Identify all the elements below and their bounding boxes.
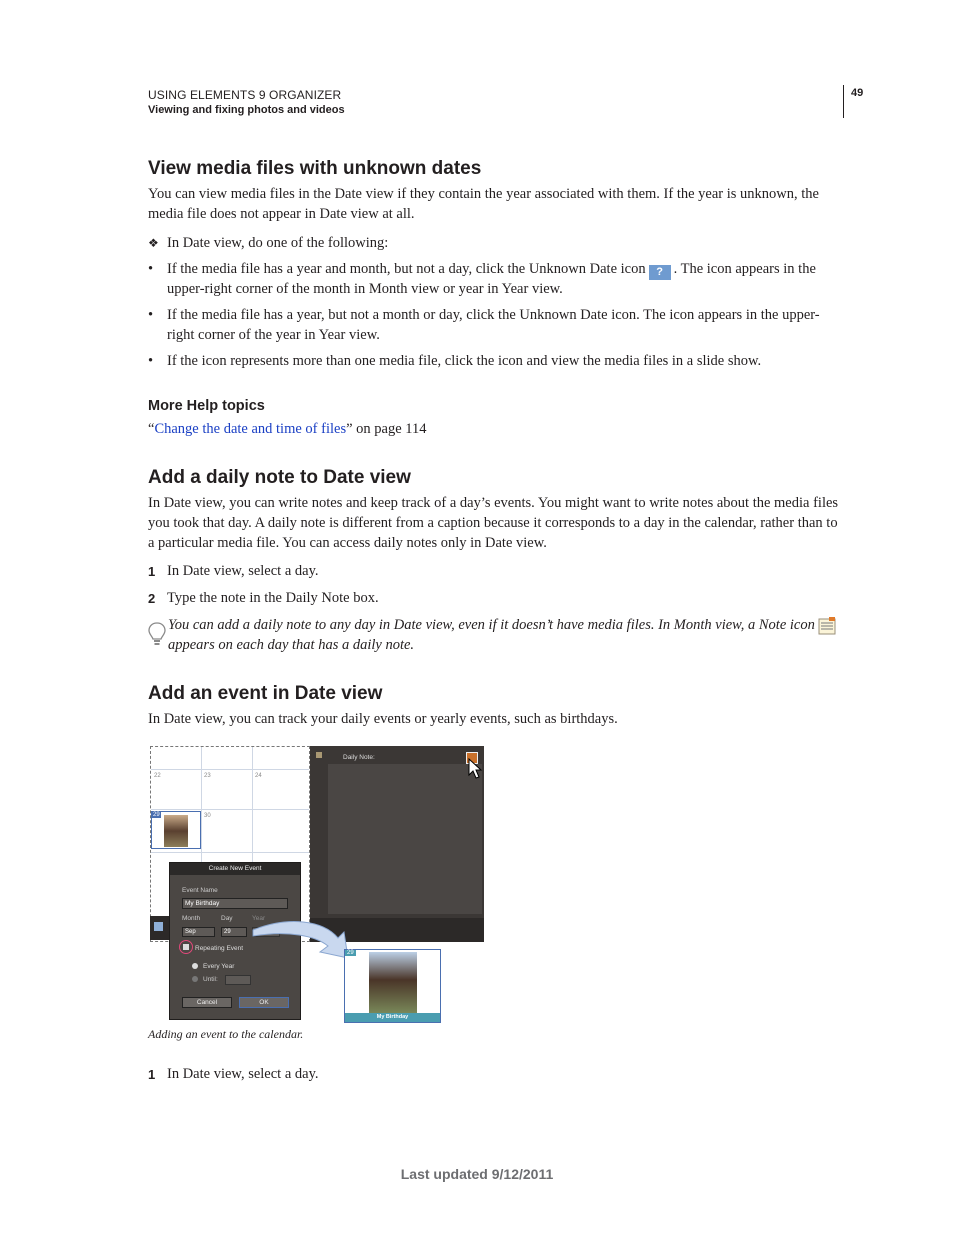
bullet-icon: • [148, 307, 154, 323]
arrow-icon [248, 916, 358, 964]
more-help-heading: More Help topics [148, 398, 265, 414]
bullet-icon: • [148, 261, 154, 277]
quote-open: “ [148, 421, 155, 437]
list-item [148, 260, 840, 300]
list-item-text-before: If the media file has a year and month, but not a day, click the Unknown Date icon [167, 261, 646, 277]
numbered-step [148, 589, 840, 609]
until-radio[interactable] [192, 976, 198, 982]
section-heading-daily-note: Add a daily note to Date view [148, 467, 411, 488]
list-item-text [167, 260, 840, 300]
list-item-text: If the media file has a year, but not a month or day, click the Unknown Date icon. The icon appears in the upper-right corner of the year in Year view. [167, 307, 820, 343]
step-text: In Date view, select a day. [167, 563, 319, 579]
calendar-day[interactable]: 22 [154, 773, 161, 779]
numbered-step [148, 562, 840, 582]
month-label: Month [182, 915, 201, 922]
step-instruction [148, 234, 840, 254]
birthday-photo[interactable] [369, 952, 417, 1014]
photo-thumbnail[interactable] [164, 815, 188, 847]
diamond-bullet-icon: ❖ [148, 236, 159, 250]
list-item [148, 352, 840, 372]
step-number: 2 [148, 591, 156, 606]
lightbulb-tip-icon [147, 621, 167, 649]
daily-note-box[interactable] [328, 764, 482, 914]
event-name-input[interactable]: My Birthday [182, 898, 288, 909]
event-name-label: Event Name [182, 887, 218, 894]
calendar-day[interactable]: 23 [204, 773, 211, 779]
step-number: 1 [148, 564, 156, 579]
list-item-text-after: . The icon appears in the upper-right corner of the month in Month view or year in Year view. [167, 261, 816, 297]
dialog-title: Create New Event [170, 863, 300, 875]
calendar-day: 29 [153, 812, 160, 818]
help-link-change-date[interactable]: Change the date and time of files [154, 421, 347, 437]
until-label: Until: [203, 976, 218, 983]
selected-day-cell[interactable] [151, 811, 201, 849]
paragraph-daily-note-intro: In Date view, you can write notes and keep track of a day’s events. You might want to write notes about the media files you took that day. A daily note is different from a caption because it corresponds to a day in the calendar, rather than to a particular media file. You can access daily notes only in Date view. [148, 495, 839, 551]
repeating-event-checkbox[interactable] [183, 944, 189, 950]
help-topic-line [148, 420, 840, 440]
day-select[interactable]: 29 [221, 927, 247, 937]
paragraph-add-event-intro: In Date view, you can track your daily events or yearly events, such as birthdays. [148, 711, 618, 727]
until-input[interactable] [225, 975, 251, 985]
day-label: Day [221, 915, 233, 922]
step-text: In Date view, select a day. [167, 1066, 319, 1082]
header-divider [843, 85, 844, 118]
figure-caption: Adding an event to the calendar. [148, 1027, 304, 1041]
unknown-date-icon: ? [649, 265, 671, 280]
step-text: In Date view, do one of the following: [167, 235, 389, 251]
running-header-title: USING ELEMENTS 9 ORGANIZER [148, 88, 342, 102]
every-year-radio[interactable] [192, 963, 198, 969]
ok-button[interactable]: OK [239, 997, 289, 1008]
step-number: 1 [148, 1067, 156, 1082]
calendar-day[interactable]: 24 [255, 773, 262, 779]
numbered-step [148, 1065, 840, 1085]
calendar-day[interactable]: 30 [204, 813, 211, 819]
add-event-screenshot [148, 744, 488, 1024]
birthday-caption: My Birthday [345, 1013, 440, 1022]
cancel-button[interactable]: Cancel [182, 997, 232, 1008]
month-select[interactable]: Sep [182, 927, 215, 937]
year-label: Year [252, 915, 266, 922]
page-number: 49 [851, 87, 864, 99]
daily-note-label: Daily Note: [343, 754, 375, 761]
note-small-icon [316, 752, 322, 758]
running-header-subtitle: Viewing and fixing photos and videos [148, 104, 345, 116]
tip-text: You can add a daily note to any day in Date view, even if it doesn’t have media files. In Month view, a Note icon appears on each day that has a daily note. [168, 617, 815, 653]
paragraph-unknown-dates-intro: You can view media files in the Date view if they contain the year associated with them. If the year is unknown, the media file does not appear in Date view at all. [148, 186, 819, 222]
daily-note-panel [310, 746, 484, 942]
step-text: Type the note in the Daily Note box. [167, 590, 379, 606]
note-icon [818, 617, 836, 635]
list-item [148, 306, 840, 346]
list-item-text: If the icon represents more than one media file, click the icon and view the media files in a slide show. [167, 353, 762, 369]
section-heading-add-event: Add an event in Date view [148, 683, 383, 704]
footer-last-updated: Last updated 9/12/2011 [400, 1166, 554, 1182]
repeating-event-label: Repeating Event [195, 945, 244, 952]
birthday-day-cell[interactable] [344, 949, 441, 1023]
bullet-icon: • [148, 353, 154, 369]
calendar-icon[interactable] [154, 922, 163, 931]
every-year-label: Every Year [203, 963, 235, 970]
help-link-suffix: ” on page 114 [346, 421, 427, 437]
mouse-cursor-icon [468, 758, 484, 780]
birthday-day-number: 29 [347, 950, 354, 956]
section-heading-unknown-dates: View media files with unknown dates [148, 158, 482, 179]
